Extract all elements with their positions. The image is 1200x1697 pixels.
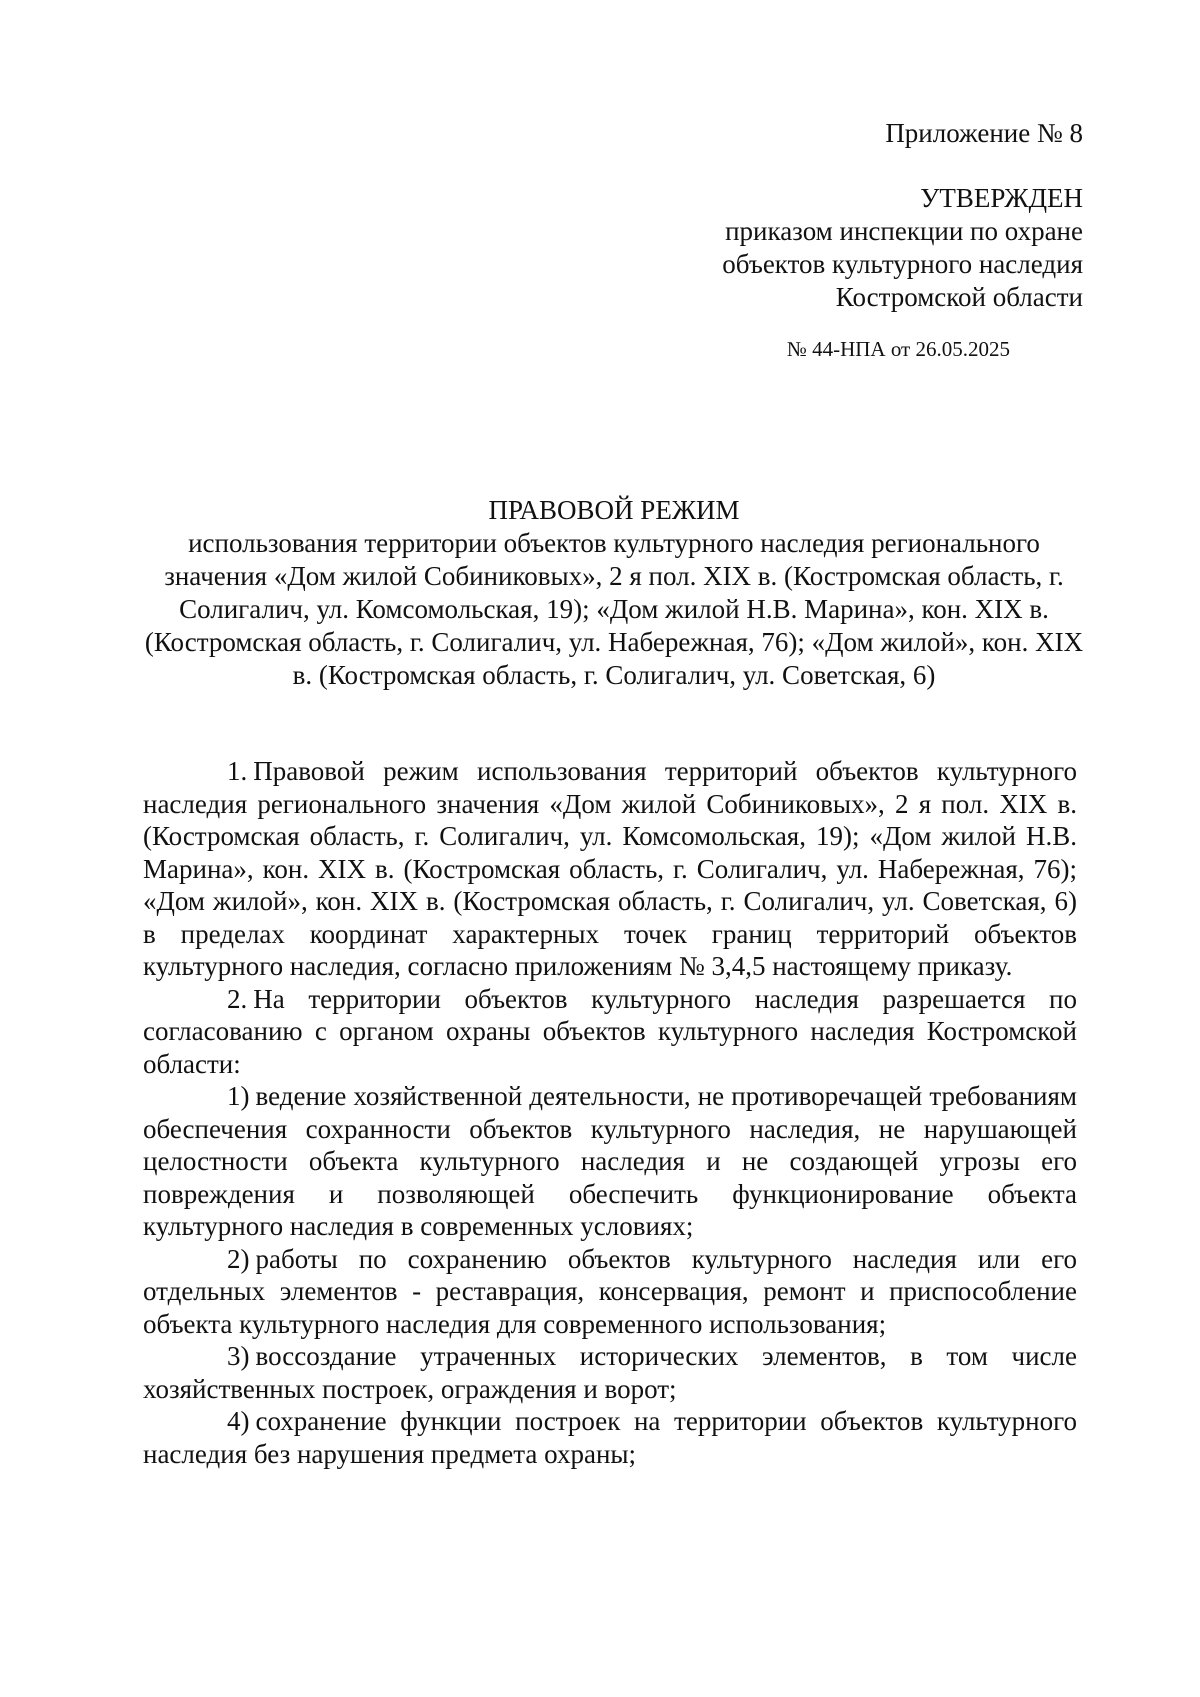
paragraph-text: На территории объектов культурного наследия разрешается по согласованию с органом охраны объектов культурного наследия Костромской области: bbox=[143, 983, 1077, 1079]
list-item-text: ведение хозяйственной деятельности, не противоречащей требованиям обеспечения сохранности объектов культурного наследия, не нарушающей целостности объекта культурного наследия и не создающей угрозы его повреждения и позволяющей обеспечить функционирование объекта культурного наследия в современных условиях; bbox=[143, 1081, 1077, 1241]
paragraph-text: Правовой режим использования территорий объектов культурного наследия регионального значения «Дом жилой Собиниковых», 2 я пол. XIX в. (Костромская область, г. Солигалич, ул. Комсомольская, 19); «Дом жилой Н.В. Марина», кон. XIX в. (Костромская область, г. Солигалич, ул. Набережная, 76); «Дом жилой», кон. XIX в. (Костромская область, г. Солигалич, ул. Советская, 6) в пределах координат характерных точек границ территорий объектов культурного наследия, согласно приложениям № 3,4,5 настоящему приказу. bbox=[143, 756, 1077, 981]
approved-line: Костромской области bbox=[835, 282, 1083, 312]
list-item bbox=[143, 1405, 1077, 1470]
document-subtitle: использования территории объектов культурного наследия регионального значения «Дом жилой Собиниковых», 2 я пол. XIX в. (Костромская область, г. Солигалич, ул. Комсомольская, 19); «Дом жилой Н.В. Марина», кон. XIX в. (Костромская область, г. Солигалич, ул. Набережная, 76); «Дом жилой», кон. XIX в. (Костромская область, г. Солигалич, ул. Советская, 6) bbox=[144, 528, 1084, 690]
approval-stamp-block bbox=[722, 182, 1083, 314]
document-title-block bbox=[143, 494, 1085, 692]
document-title: ПРАВОВОЙ РЕЖИМ bbox=[488, 495, 740, 525]
list-item-text: работы по сохранению объектов культурного наследия или его отдельных элементов - реставрация, консервация, ремонт и приспособление объекта культурного наследия для современного использования; bbox=[143, 1243, 1077, 1339]
list-item-number: 2) bbox=[227, 1243, 250, 1274]
approved-line: объектов культурного наследия bbox=[722, 249, 1083, 279]
list-item-number: 4) bbox=[227, 1406, 250, 1436]
list-item-text: воссоздание утраченных исторических элементов, в том числе хозяйственных построек, ограждения и ворот; bbox=[143, 1341, 1077, 1404]
list-item bbox=[143, 1340, 1077, 1405]
paragraph bbox=[143, 983, 1077, 1081]
paragraph-number: 2. bbox=[227, 983, 248, 1014]
order-number: № 44-НПА от 26.05.2025 bbox=[786, 337, 1010, 361]
paragraph bbox=[143, 755, 1077, 983]
approved-title: УТВЕРЖДЕН bbox=[920, 183, 1083, 213]
approved-line: приказом инспекции по охране bbox=[725, 216, 1083, 246]
document-body bbox=[143, 755, 1077, 1470]
list-item bbox=[143, 1243, 1077, 1341]
list-item bbox=[143, 1080, 1077, 1243]
paragraph-number: 1. bbox=[227, 756, 248, 786]
list-item-number: 3) bbox=[227, 1341, 250, 1371]
list-item-number: 1) bbox=[227, 1081, 250, 1111]
annex-label: Приложение № 8 bbox=[885, 118, 1083, 148]
list-item-text: сохранение функции построек на территории объектов культурного наследия без нарушения предмета охраны; bbox=[143, 1406, 1077, 1469]
